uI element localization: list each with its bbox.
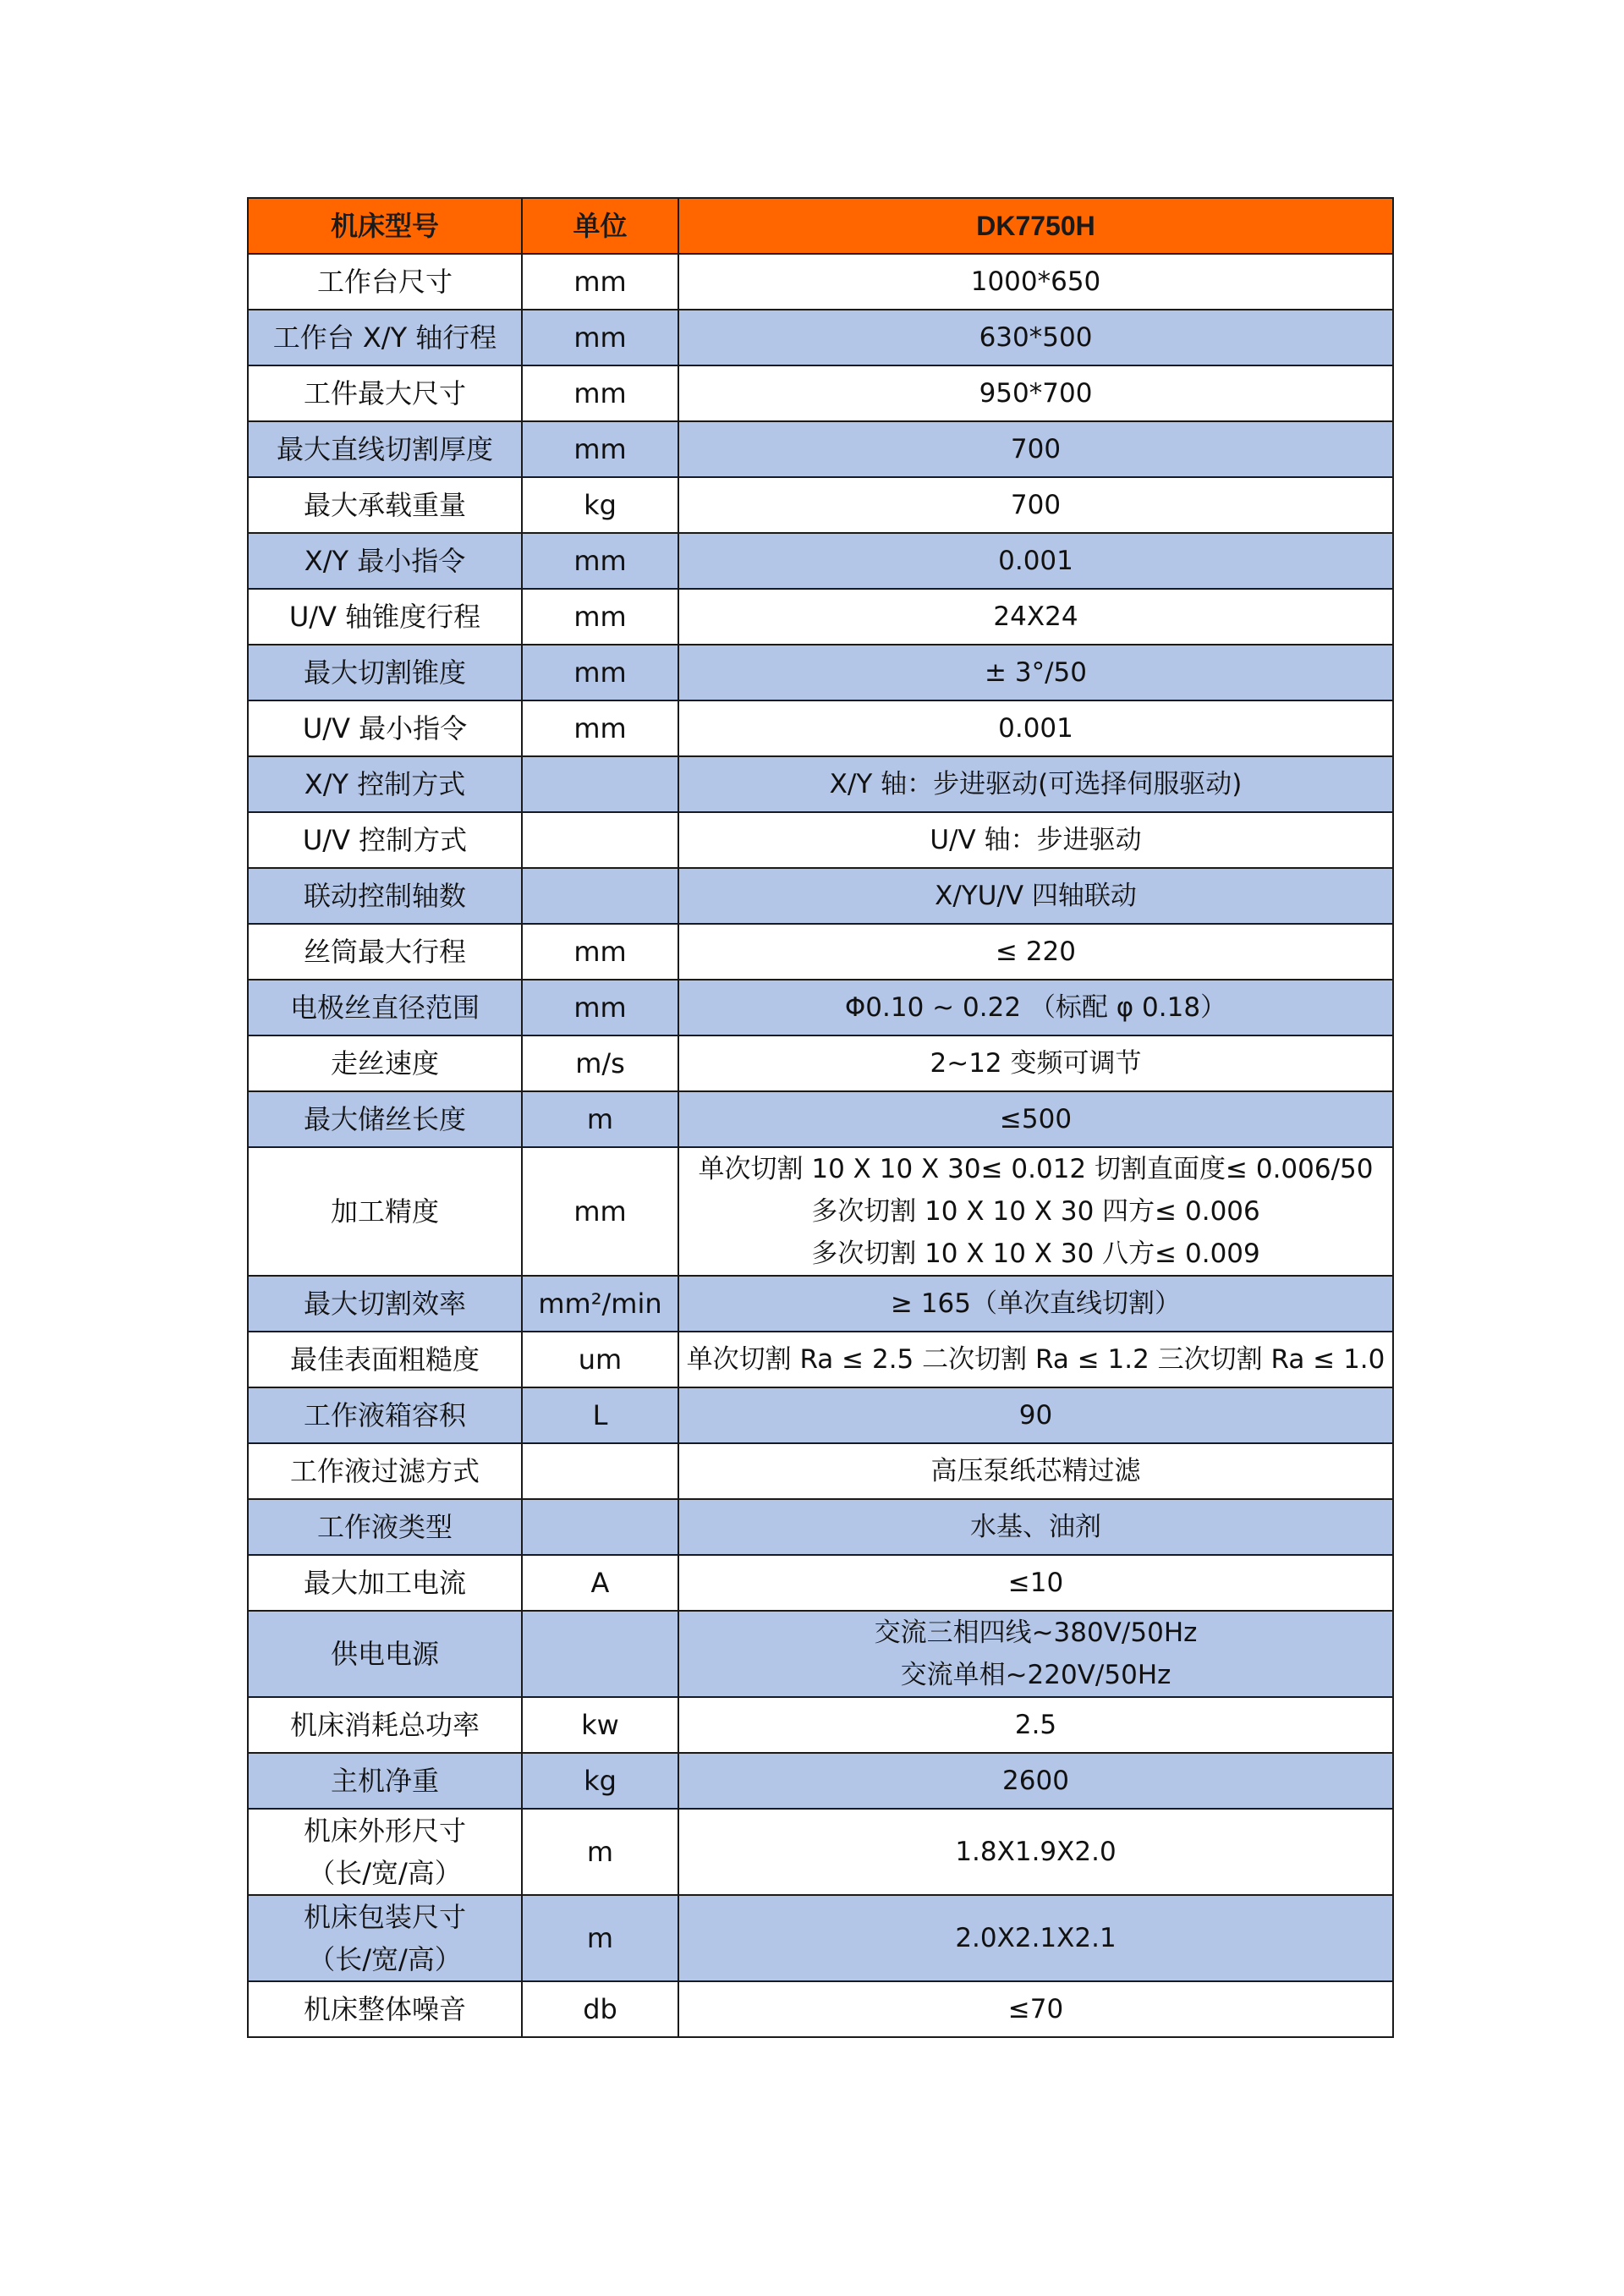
param-value bbox=[678, 1697, 1393, 1753]
param-name-line: 机床包装尺寸 bbox=[303, 1901, 466, 1933]
param-value-line: ± 3°/50 bbox=[985, 657, 1087, 688]
param-name: U/V 控制方式 bbox=[248, 812, 522, 868]
param-unit: mm²/min bbox=[522, 1276, 678, 1332]
param-value-line: ≤500 bbox=[999, 1104, 1073, 1134]
param-value bbox=[678, 1276, 1393, 1332]
param-name: 工作台尺寸 bbox=[248, 254, 522, 310]
table-row bbox=[248, 1697, 1393, 1753]
param-name: 最佳表面粗糙度 bbox=[248, 1332, 522, 1387]
param-name: 最大切割效率 bbox=[248, 1276, 522, 1332]
param-value bbox=[678, 1332, 1393, 1387]
param-unit: mm bbox=[522, 589, 678, 645]
param-value-line: 水基、油剂 bbox=[970, 1512, 1101, 1542]
param-value bbox=[678, 1091, 1393, 1147]
param-name bbox=[248, 1809, 522, 1895]
param-unit: mm bbox=[522, 1147, 678, 1276]
param-name: 最大储丝长度 bbox=[248, 1091, 522, 1147]
header-unit: 单位 bbox=[522, 198, 678, 254]
param-value bbox=[678, 310, 1393, 365]
table-row bbox=[248, 477, 1393, 533]
table-row bbox=[248, 980, 1393, 1035]
param-unit: kg bbox=[522, 1753, 678, 1809]
table-row bbox=[248, 1753, 1393, 1809]
param-value bbox=[678, 645, 1393, 700]
table-row bbox=[248, 1555, 1393, 1611]
param-name-line: （长/宽/高） bbox=[308, 1943, 462, 1975]
table-row bbox=[248, 1035, 1393, 1091]
param-name: 最大承载重量 bbox=[248, 477, 522, 533]
param-name: U/V 最小指令 bbox=[248, 700, 522, 756]
param-value bbox=[678, 1895, 1393, 1981]
table-row bbox=[248, 924, 1393, 980]
header-name: 机床型号 bbox=[248, 198, 522, 254]
param-unit: mm bbox=[522, 365, 678, 421]
param-value-line: 2~12 变频可调节 bbox=[930, 1048, 1142, 1079]
param-value-line: X/Y 轴：步进驱动(可选择伺服驱动) bbox=[829, 769, 1243, 799]
param-unit: mm bbox=[522, 980, 678, 1035]
param-name: 机床消耗总功率 bbox=[248, 1697, 522, 1753]
param-value-line: 高压泵纸芯精过滤 bbox=[930, 1456, 1141, 1486]
param-name: 工作液箱容积 bbox=[248, 1387, 522, 1443]
param-name: 工作台 X/Y 轴行程 bbox=[248, 310, 522, 365]
table-row bbox=[248, 421, 1393, 477]
param-value-line: ≤10 bbox=[1007, 1568, 1064, 1598]
param-value-line: 24X24 bbox=[993, 601, 1078, 632]
param-unit: mm bbox=[522, 310, 678, 365]
param-value bbox=[678, 1035, 1393, 1091]
param-name bbox=[248, 1895, 522, 1981]
table-row bbox=[248, 756, 1393, 812]
param-value-line: ≤ 220 bbox=[996, 937, 1076, 967]
param-unit: mm bbox=[522, 421, 678, 477]
table-row bbox=[248, 365, 1393, 421]
param-name-line: （长/宽/高） bbox=[308, 1857, 462, 1889]
param-value-line: 1000*650 bbox=[970, 266, 1101, 297]
param-unit: m bbox=[522, 1895, 678, 1981]
param-name-line: 机床外形尺寸 bbox=[303, 1815, 466, 1847]
param-value-line: X/YU/V 四轴联动 bbox=[935, 881, 1137, 911]
param-value-line: 630*500 bbox=[979, 322, 1093, 353]
param-value bbox=[678, 1981, 1393, 2037]
table-row bbox=[248, 589, 1393, 645]
param-unit: mm bbox=[522, 924, 678, 980]
param-unit bbox=[522, 1499, 678, 1555]
param-value-line: ≥ 165（单次直线切割） bbox=[891, 1288, 1181, 1319]
param-name: 供电电源 bbox=[248, 1611, 522, 1697]
param-unit: um bbox=[522, 1332, 678, 1387]
table-row bbox=[248, 310, 1393, 365]
spec-table bbox=[247, 197, 1394, 2038]
param-value bbox=[678, 1611, 1393, 1697]
param-unit: mm bbox=[522, 254, 678, 310]
table-row bbox=[248, 1443, 1393, 1499]
param-value-line: 700 bbox=[1010, 434, 1062, 464]
param-value-line: 2.5 bbox=[1014, 1710, 1057, 1740]
param-value-line: 0.001 bbox=[998, 713, 1073, 744]
param-value-line: 700 bbox=[1010, 490, 1062, 520]
spec-body bbox=[248, 254, 1393, 2037]
param-value bbox=[678, 756, 1393, 812]
param-name: 工作液过滤方式 bbox=[248, 1443, 522, 1499]
table-row bbox=[248, 1981, 1393, 2037]
param-value-line: 多次切割 10 X 10 X 30 四方≤ 0.006 bbox=[811, 1196, 1260, 1227]
param-unit bbox=[522, 1611, 678, 1697]
param-name: 工件最大尺寸 bbox=[248, 365, 522, 421]
table-row bbox=[248, 645, 1393, 700]
table-row bbox=[248, 812, 1393, 868]
param-unit: m bbox=[522, 1091, 678, 1147]
header-row bbox=[248, 198, 1393, 254]
table-row bbox=[248, 1091, 1393, 1147]
param-value-line: 交流单相~220V/50Hz bbox=[900, 1660, 1171, 1690]
param-unit bbox=[522, 868, 678, 924]
param-value bbox=[678, 868, 1393, 924]
param-value-line: 950*700 bbox=[979, 378, 1093, 409]
table-row bbox=[248, 1499, 1393, 1555]
param-value bbox=[678, 812, 1393, 868]
table-row bbox=[248, 700, 1393, 756]
param-value bbox=[678, 1499, 1393, 1555]
table-row bbox=[248, 1387, 1393, 1443]
param-unit: m/s bbox=[522, 1035, 678, 1091]
param-name: 加工精度 bbox=[248, 1147, 522, 1276]
param-unit: kg bbox=[522, 477, 678, 533]
param-value bbox=[678, 254, 1393, 310]
param-name: 机床整体噪音 bbox=[248, 1981, 522, 2037]
param-name: 电极丝直径范围 bbox=[248, 980, 522, 1035]
param-value-line: ≤70 bbox=[1007, 1994, 1064, 2024]
param-value bbox=[678, 924, 1393, 980]
param-unit: kw bbox=[522, 1697, 678, 1753]
param-name: 最大直线切割厚度 bbox=[248, 421, 522, 477]
param-value bbox=[678, 533, 1393, 589]
param-name: X/Y 最小指令 bbox=[248, 533, 522, 589]
table-row bbox=[248, 868, 1393, 924]
table-row bbox=[248, 1895, 1393, 1981]
param-unit: mm bbox=[522, 700, 678, 756]
param-name: 走丝速度 bbox=[248, 1035, 522, 1091]
table-row bbox=[248, 254, 1393, 310]
param-value-line: Φ0.10 ~ 0.22 （标配 φ 0.18） bbox=[844, 992, 1227, 1023]
table-row bbox=[248, 533, 1393, 589]
table-row bbox=[248, 1332, 1393, 1387]
table-row bbox=[248, 1809, 1393, 1895]
param-unit: mm bbox=[522, 645, 678, 700]
param-name: 最大切割锥度 bbox=[248, 645, 522, 700]
param-value bbox=[678, 365, 1393, 421]
param-value-line: 90 bbox=[1018, 1400, 1053, 1431]
param-value bbox=[678, 700, 1393, 756]
param-unit: L bbox=[522, 1387, 678, 1443]
param-value bbox=[678, 1555, 1393, 1611]
param-value-line: 0.001 bbox=[998, 546, 1073, 576]
param-value bbox=[678, 421, 1393, 477]
param-unit: A bbox=[522, 1555, 678, 1611]
param-value bbox=[678, 1147, 1393, 1276]
param-unit bbox=[522, 812, 678, 868]
table-row bbox=[248, 1611, 1393, 1697]
param-value-line: 交流三相四线~380V/50Hz bbox=[874, 1618, 1198, 1648]
param-value bbox=[678, 589, 1393, 645]
param-value bbox=[678, 477, 1393, 533]
param-name: 主机净重 bbox=[248, 1753, 522, 1809]
table-row bbox=[248, 1276, 1393, 1332]
header-model: DK7750H bbox=[678, 198, 1393, 254]
param-name: U/V 轴锥度行程 bbox=[248, 589, 522, 645]
param-name: 工作液类型 bbox=[248, 1499, 522, 1555]
param-value bbox=[678, 1753, 1393, 1809]
param-value bbox=[678, 1387, 1393, 1443]
param-unit: mm bbox=[522, 533, 678, 589]
param-value-line: 2600 bbox=[1002, 1766, 1069, 1796]
param-unit: db bbox=[522, 1981, 678, 2037]
param-name: 最大加工电流 bbox=[248, 1555, 522, 1611]
param-value bbox=[678, 980, 1393, 1035]
param-unit bbox=[522, 1443, 678, 1499]
param-name: X/Y 控制方式 bbox=[248, 756, 522, 812]
param-value-line: 1.8X1.9X2.0 bbox=[955, 1837, 1116, 1867]
param-name: 丝筒最大行程 bbox=[248, 924, 522, 980]
param-value-line: U/V 轴：步进驱动 bbox=[930, 825, 1142, 855]
table-row bbox=[248, 1147, 1393, 1276]
param-value bbox=[678, 1809, 1393, 1895]
param-value-line: 多次切割 10 X 10 X 30 八方≤ 0.009 bbox=[811, 1239, 1260, 1269]
param-name: 联动控制轴数 bbox=[248, 868, 522, 924]
param-value-line: 单次切割 Ra ≤ 2.5 二次切割 Ra ≤ 1.2 三次切割 Ra ≤ 1.0 bbox=[686, 1344, 1385, 1375]
param-value bbox=[678, 1443, 1393, 1499]
param-value-line: 2.0X2.1X2.1 bbox=[955, 1923, 1116, 1953]
param-unit: m bbox=[522, 1809, 678, 1895]
param-unit bbox=[522, 756, 678, 812]
param-value-line: 单次切割 10 X 10 X 30≤ 0.012 切割直面度≤ 0.006/50 bbox=[698, 1154, 1374, 1184]
